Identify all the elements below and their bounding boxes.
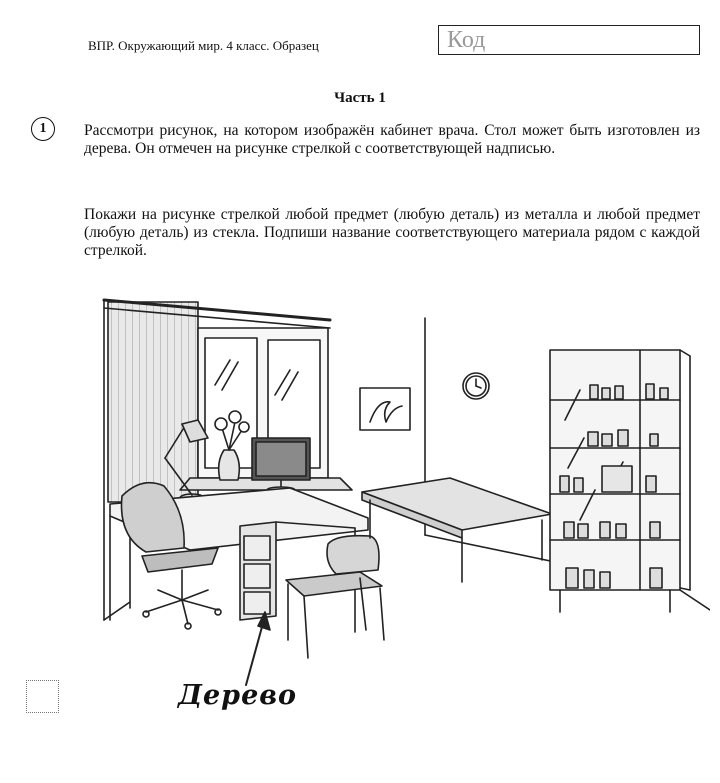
doctor-office-illustration	[90, 290, 710, 690]
task-paragraph-2: Покажи на рисунке стрелкой любой предмет (любую деталь) из металла и любой предмет (любую деталь) из стекла. Подпиши название соответствующего материала рядом с каждой стрелкой.	[84, 206, 700, 259]
wood-arrow-label: Дерево	[178, 680, 297, 711]
blinds	[108, 302, 198, 502]
visitor-chair	[286, 536, 384, 658]
picture-frame	[360, 388, 410, 430]
glass-cabinet	[550, 350, 690, 612]
task-paragraph-1: Рассмотри рисунок, на котором изображён кабинет врача. Стол может быть изготовлен из дерева. Он отмечен на рисунке стрелкой с соответствующей надписью.	[84, 122, 700, 157]
wall-clock	[463, 373, 489, 399]
part-title: Часть 1	[334, 90, 386, 106]
task-number: 1	[31, 117, 55, 141]
examination-couch	[362, 478, 552, 582]
code-placeholder: Код	[447, 27, 486, 53]
code-field[interactable]	[438, 25, 700, 55]
answer-checkbox	[26, 680, 59, 713]
wood-arrow	[246, 612, 270, 685]
header-subject: ВПР. Окружающий мир. 4 класс. Образец	[88, 38, 319, 53]
